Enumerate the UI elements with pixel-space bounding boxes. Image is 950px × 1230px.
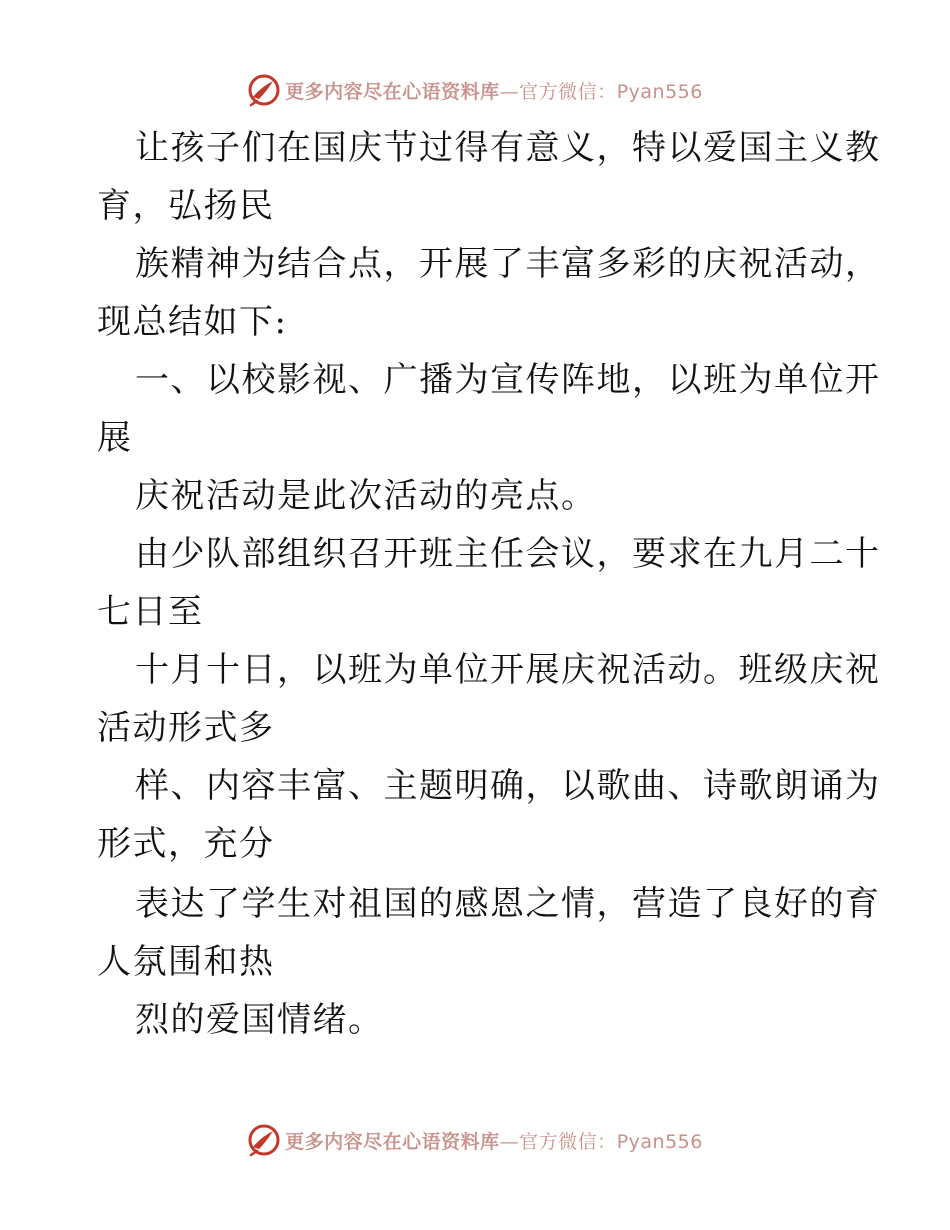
pen-logo-icon (247, 1123, 281, 1157)
body-line: 现总结如下: (97, 302, 288, 342)
footer-banner-text (285, 1127, 703, 1154)
body-line: 由少队部组织召开班主任会议，要求在九月二十 (135, 534, 881, 574)
body-line: 庆祝活动是此次活动的亮点。 (135, 476, 597, 516)
footer-banner-contact-id: Pyan556 (616, 1130, 703, 1153)
body-line: 人氛围和热 (97, 942, 275, 982)
body-line: 活动形式多 (97, 708, 275, 748)
body-line: 让孩子们在国庆节过得有意义，特以爱国主义教 (135, 128, 881, 168)
body-line: 育，弘扬民 (97, 186, 275, 226)
footer-banner-separator: — (499, 1130, 520, 1153)
body-line: 表达了学生对祖国的感恩之情，营造了良好的育 (135, 884, 881, 924)
header-banner-contact-id: Pyan556 (616, 80, 703, 103)
footer-banner-title: 更多内容尽在心语资料库 (285, 1130, 500, 1153)
header-banner-contact-label: 官方微信： (519, 80, 617, 103)
body-line: 形式，充分 (97, 824, 275, 864)
body-line: 十月十日，以班为单位开展庆祝活动。班级庆祝 (135, 650, 881, 690)
header-banner-separator: — (499, 80, 520, 103)
header-banner (0, 72, 950, 108)
body-line: 七日至 (97, 592, 204, 632)
pen-logo-icon (247, 73, 281, 107)
body-line: 烈的爱国情绪。 (135, 1000, 384, 1040)
footer-banner-contact-label: 官方微信： (519, 1130, 617, 1153)
body-line: 一、以校影视、广播为宣传阵地，以班为单位开 (135, 360, 881, 400)
header-banner-text (285, 77, 703, 104)
header-banner-title: 更多内容尽在心语资料库 (285, 80, 500, 103)
body-line: 族精神为结合点，开展了丰富多彩的庆祝活动， (135, 244, 881, 284)
body-line: 样、内容丰富、主题明确，以歌曲、诗歌朗诵为 (135, 766, 881, 806)
footer-banner (0, 1122, 950, 1158)
body-line: 展 (97, 418, 133, 458)
